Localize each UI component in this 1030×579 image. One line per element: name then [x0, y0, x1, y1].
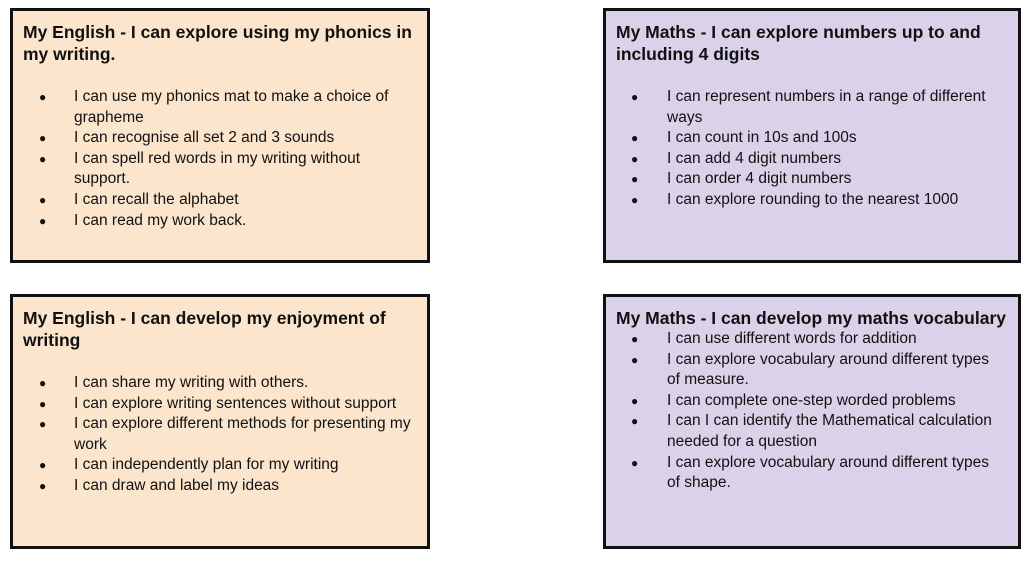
list-item-text: I can explore rounding to the nearest 1000	[667, 190, 959, 208]
spacer	[23, 351, 415, 373]
list-item	[616, 329, 1006, 350]
list-item-text: I can explore different methods for presenting my work	[74, 415, 411, 453]
card-title: My English - I can explore using my phonics in my writing.	[23, 22, 412, 64]
list-item	[23, 149, 415, 190]
bullet-icon: ●	[39, 478, 47, 493]
bullet-icon: ●	[631, 455, 639, 470]
maths-numbers-card	[603, 8, 1021, 263]
card-title: My English - I can develop my enjoyment of writing	[23, 308, 386, 350]
list-item-text: I can add 4 digit numbers	[667, 149, 842, 167]
list-item-text: I can use my phonics mat to make a choice of grapheme	[74, 88, 389, 126]
list-item-text: I can represent numbers in a range of different ways	[667, 88, 986, 126]
bullet-icon: ●	[631, 90, 639, 104]
list-item	[616, 350, 1006, 391]
bullet-icon: ●	[39, 376, 47, 390]
bullet-list	[616, 87, 1006, 211]
spacer	[616, 65, 1006, 87]
bullet-icon: ●	[39, 396, 47, 411]
list-item-text: I can explore writing sentences without support	[74, 394, 397, 412]
list-item-text: I can count in 10s and 100s	[667, 129, 857, 147]
bullet-icon: ●	[631, 352, 639, 367]
list-item-text: I can read my work back.	[74, 211, 247, 229]
list-item	[23, 128, 415, 149]
card-title: My Maths - I can explore numbers up to and including 4 digits	[616, 22, 981, 64]
list-item-text: I can draw and label my ideas	[74, 476, 280, 494]
list-item	[616, 391, 1006, 412]
bullet-icon: ●	[39, 458, 47, 473]
list-item	[616, 190, 1006, 211]
bullet-icon: ●	[631, 393, 639, 408]
list-item-text: I can spell red words in my writing without support.	[74, 149, 361, 188]
list-item-text: I can I can identify the Mathematical calculation needed for a question	[667, 412, 992, 450]
list-item	[616, 169, 1006, 190]
list-item	[23, 394, 415, 415]
list-item	[23, 211, 415, 232]
bullet-icon: ●	[39, 90, 47, 104]
bullet-icon: ●	[631, 414, 639, 429]
bullet-icon: ●	[39, 131, 47, 146]
list-item	[23, 373, 415, 394]
list-item	[23, 414, 415, 455]
bullet-icon: ●	[39, 151, 47, 166]
list-item	[616, 453, 1006, 494]
list-item-text: I can explore vocabulary around different types of measure.	[667, 350, 989, 389]
maths-vocabulary-card	[603, 294, 1021, 549]
list-item-text: I can complete one-step worded problems	[667, 391, 956, 409]
bullet-list	[23, 373, 415, 497]
list-item	[616, 149, 1006, 170]
spacer	[23, 65, 415, 87]
list-item-text: I can explore vocabulary around different types of shape.	[667, 453, 989, 492]
list-item	[616, 128, 1006, 149]
list-item-text: I can recall the alphabet	[74, 190, 239, 208]
english-phonics-card	[10, 8, 430, 263]
bullet-list	[616, 329, 1006, 494]
list-item	[616, 411, 1006, 452]
bullet-icon: ●	[39, 417, 47, 432]
bullet-icon: ●	[39, 192, 47, 207]
list-item	[23, 190, 415, 211]
bullet-list	[23, 87, 415, 231]
bullet-icon: ●	[631, 192, 639, 207]
list-item-text: I can independently plan for my writing	[74, 456, 339, 474]
list-item	[23, 455, 415, 476]
bullet-icon: ●	[631, 151, 639, 166]
list-item	[616, 87, 1006, 128]
english-writing-card	[10, 294, 430, 549]
list-item-text: I can share my writing with others.	[74, 374, 309, 391]
list-item	[23, 87, 415, 128]
bullet-icon: ●	[631, 131, 639, 146]
bullet-icon: ●	[631, 172, 639, 187]
list-item-text: I can recognise all set 2 and 3 sounds	[74, 129, 335, 147]
list-item-text: I can order 4 digit numbers	[667, 170, 852, 188]
list-item-text: I can use different words for addition	[667, 330, 917, 347]
card-title: My Maths - I can develop my maths vocabulary	[616, 308, 1006, 328]
bullet-icon: ●	[39, 213, 47, 228]
bullet-icon: ●	[631, 332, 639, 346]
list-item	[23, 476, 415, 497]
